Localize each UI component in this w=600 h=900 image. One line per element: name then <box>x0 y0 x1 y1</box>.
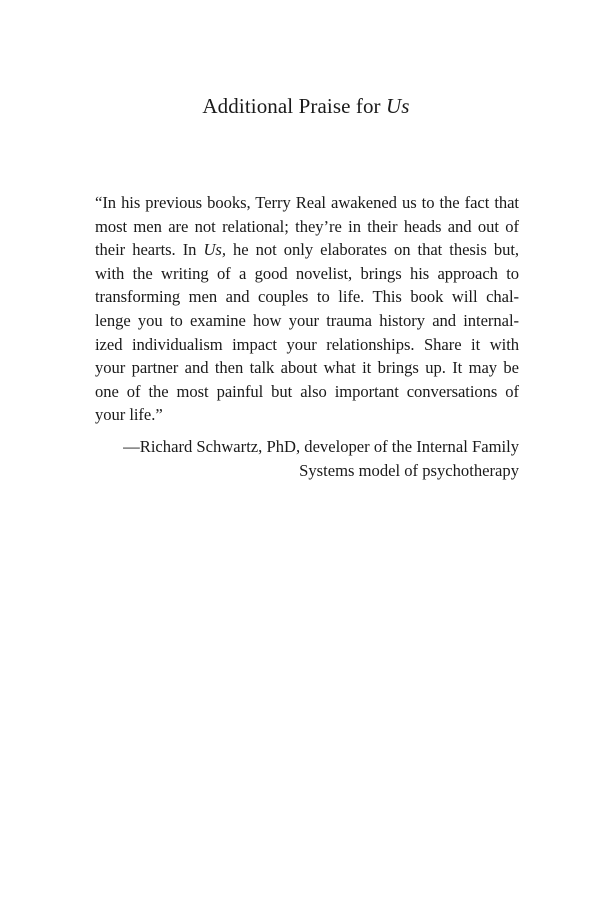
page-title <box>0 92 600 120</box>
quote-line-9: one of the most painful but also important conversations of <box>95 381 519 401</box>
title-book-name: Us <box>386 94 410 118</box>
quote-line-3-end: he not only elaborates on that thesis but, <box>225 240 519 260</box>
praise-quote-block <box>95 191 519 482</box>
quote-attribution <box>95 435 519 482</box>
attribution-line-2: Systems model of psychotherapy <box>299 460 519 480</box>
quote-line-3-start: their hearts. In <box>95 240 204 260</box>
quote-book-name: Us, <box>203 240 226 260</box>
quote-line-10: your life.” <box>95 405 163 425</box>
quote-line-6: lenge you to examine how your trauma history and internal- <box>95 310 519 330</box>
quote-line-4: with the writing of a good novelist, brings his approach to <box>95 263 519 283</box>
quote-line-8: your partner and then talk about what it brings up. It may be <box>95 358 519 378</box>
title-prefix: Additional Praise for <box>202 94 387 118</box>
quote-line-7: ized individualism impact your relationships. Share it with <box>95 334 519 354</box>
quote-line-3 <box>95 238 519 262</box>
praise-quote <box>95 191 519 427</box>
attribution-line-1: —Richard Schwartz, PhD, developer of the Internal Family <box>123 436 519 456</box>
quote-line-1: “In his previous books, Terry Real awakened us to the fact that <box>95 193 519 212</box>
quote-line-2: most men are not relational; they’re in their heads and out of <box>95 216 519 236</box>
quote-line-5: transforming men and couples to life. This book will chal- <box>95 287 519 307</box>
